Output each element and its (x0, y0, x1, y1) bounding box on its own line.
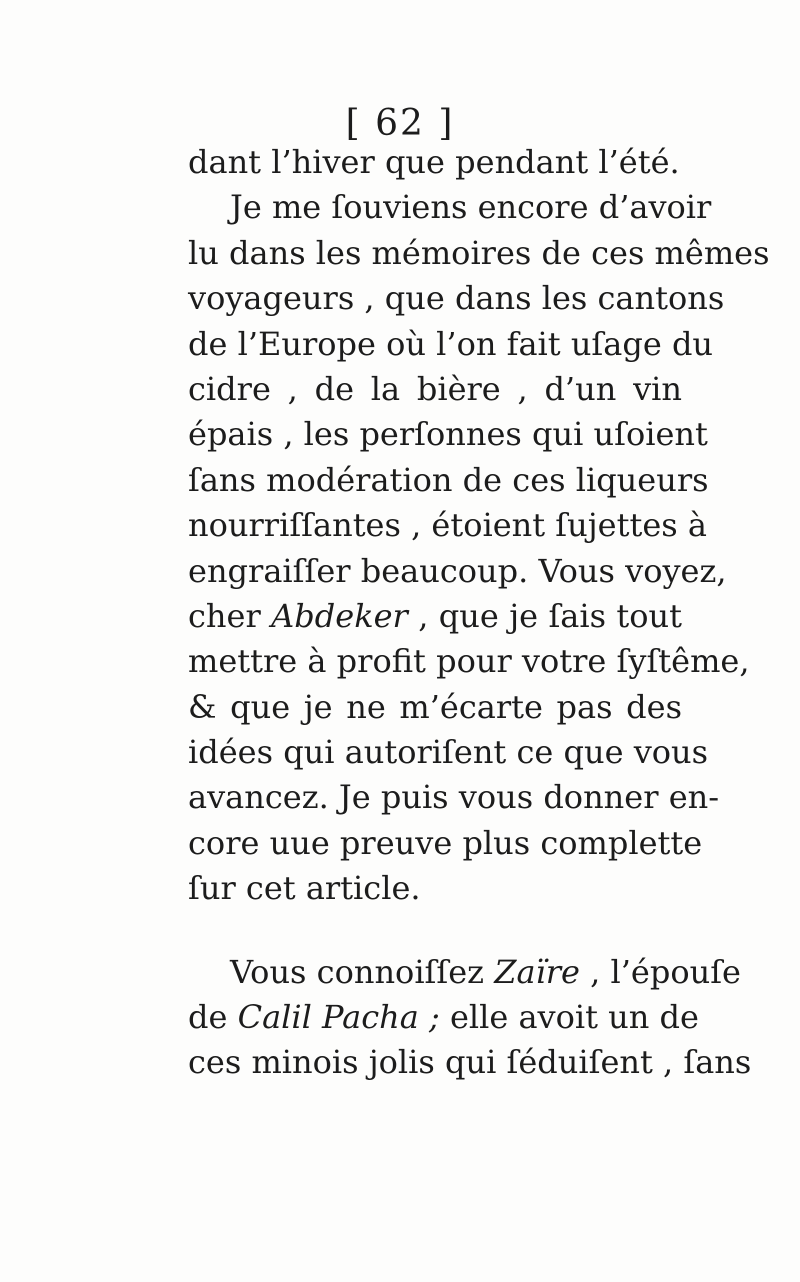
text-line (188, 458, 709, 503)
italic-text: Zaïre (494, 952, 580, 991)
text-line (188, 367, 682, 412)
text-line (188, 685, 682, 730)
text-segment: de (188, 998, 238, 1037)
text-segment: Vous connoiſſez (230, 952, 495, 991)
paragraph-gap (188, 912, 682, 950)
text-line (188, 549, 727, 594)
text-line (188, 730, 709, 775)
text-segment: Je me ſouviens encore d’avoir (230, 188, 712, 227)
text-segment: idées qui autoriſent ce que vous (188, 733, 709, 772)
italic-text: Calil Pacha ; (237, 998, 440, 1037)
text-segment: dant l’hiver que pendant l’été. (188, 143, 680, 181)
text-line (188, 322, 714, 367)
text-line (188, 231, 770, 276)
text-segment: ces minois jolis qui ſéduiſent , ſans (188, 1043, 752, 1082)
text-line (188, 412, 708, 457)
page-text (188, 140, 770, 1086)
text-segment: engraiſſer beaucoup. Vous voyez, (188, 551, 727, 590)
text-line (188, 503, 707, 548)
text-line (188, 950, 741, 995)
text-line (188, 140, 682, 185)
text-segment: avancez. Je puis vous donner en- (188, 778, 720, 817)
text-line (188, 639, 750, 684)
italic-text: Abdeker (271, 596, 408, 635)
text-segment: , que je ſais tout (407, 596, 683, 635)
text-line (188, 866, 682, 911)
text-segment: nourriſſantes , étoient ſujettes à (188, 506, 707, 545)
text-segment: cher (188, 596, 272, 635)
text-segment: , l’épouſe (579, 952, 741, 991)
text-segment: ſans modération de ces liqueurs (188, 460, 709, 499)
text-line (188, 185, 712, 230)
text-segment: cidre , de la bière , d’un vin (188, 369, 682, 408)
text-segment: core uue preuve plus complette (188, 823, 703, 862)
text-line (188, 821, 703, 866)
text-line (188, 995, 699, 1040)
text-segment: lu dans les mémoires de ces mêmes (188, 233, 770, 272)
text-segment: ſur cet article. (188, 869, 421, 908)
text-segment: & que je ne m’écarte pas des (188, 687, 682, 726)
text-segment: voyageurs , que dans les cantons (188, 279, 725, 318)
text-line (188, 276, 725, 321)
text-segment: elle avoit un de (439, 998, 699, 1037)
text-segment: épais , les perſonnes qui uſoient (188, 415, 708, 454)
text-line (188, 1040, 752, 1085)
text-segment: mettre à profit pour votre ſyſtême, (188, 642, 750, 681)
text-line (188, 775, 720, 820)
text-line (188, 594, 682, 639)
text-segment: de l’Europe où l’on fait uſage du (188, 324, 714, 363)
page-number: [ 62 ] (345, 103, 455, 144)
